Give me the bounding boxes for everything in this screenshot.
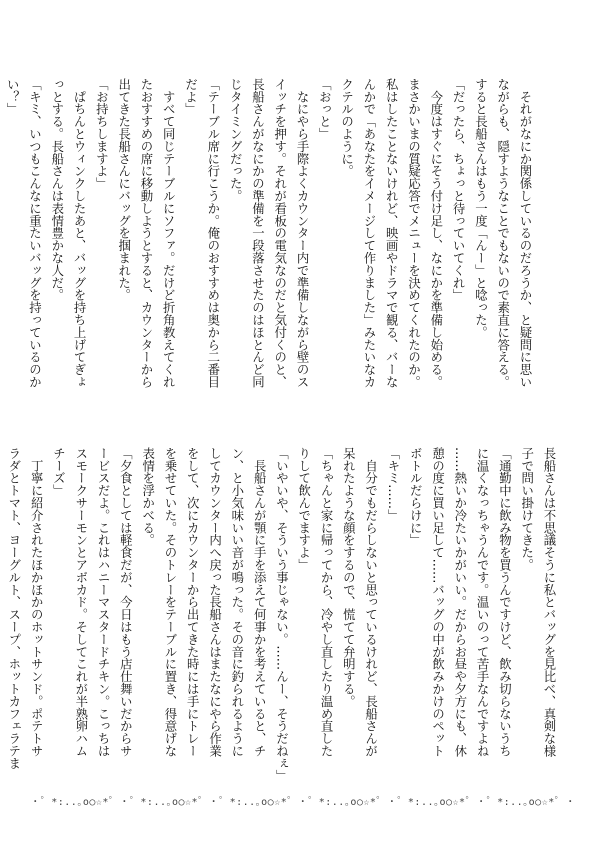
text-line: を乗せていた。そのトレーをテーブルに置き、得意げな — [162, 447, 178, 757]
text-line: スモークサーモンとアボカド。そしてこれが半熟卵ハム — [73, 447, 89, 757]
text-line: 出てきた長船さんにバッグを掴まれた。 — [116, 78, 132, 302]
text-line: んかで「あなたをイメージして作りました」みたいなカ — [361, 78, 377, 388]
text-line: 「いやいや、そういう事じゃない。……んー、そうだねぇ」 — [274, 447, 290, 782]
text-line: まさかいまの質疑応答でメニューを決めてくれたのか。 — [406, 78, 422, 388]
text-block-bottom — [6, 447, 560, 787]
text-line — [0, 78, 1, 388]
text-line: 「夕食としては軽食だが、今日はもう店仕舞いだからサ — [118, 447, 134, 757]
footer-ornament: ・゜*:..｡o○☆*゜・゜*:..｡o○☆*゜・゜*:..｡o○☆*゜・゜*:..｡o○☆*゜・゜*:..｡o○☆*゜・゜*:..｡o○☆*゜・ — [30, 797, 576, 808]
text-line: 丁寧に紹介されたほかほかのホットサンド。ポテトサ — [29, 447, 45, 757]
text-line: 呆れたような顔をするので、慌てて弁明する。 — [341, 447, 357, 708]
text-line: っとする。長船さんは表情豊かな人だ。 — [49, 78, 65, 302]
text-line: ……熱いか冷たいかがいい。だからお昼や夕方にも、休 — [452, 447, 468, 757]
text-line: クテルのように。 — [339, 78, 355, 178]
text-line: それがなにか関係しているのだろうか、と疑問に思い — [518, 78, 533, 388]
text-line: い？」 — [5, 78, 21, 116]
text-line: 憩の度に買い足して……バッグの中が飲みかけのペット — [430, 447, 446, 757]
text-line: 長船さんは不思議そうに私とバッグを見比べ、真剣な様 — [542, 447, 557, 757]
text-line: りして飲んでますよ」 — [296, 447, 312, 571]
text-line: 今度はすぐにそう付け足し、なにかを準備し始める。 — [428, 78, 444, 388]
text-line: 「通勤中に飲み物を買うんですけど、飲み切らないうち — [497, 447, 513, 757]
text-line: ながらも、隠すようなことでもないので素直に答える。 — [495, 78, 511, 388]
text-line: 「だったら、ちょっと待っていてくれ」 — [451, 78, 467, 302]
text-line: 「おっと」 — [317, 78, 333, 140]
text-line: してカウンター内へ戻った長船さんはまたなにやら作業 — [207, 447, 223, 757]
text-line: 「キミ……」 — [385, 447, 401, 522]
text-line: だよ」 — [183, 78, 199, 116]
text-line: たおすすめの席に移動しようとすると、カウンターから — [138, 78, 154, 388]
text-line: 自分でもだらしないと思っているけれど、長船さんが — [363, 447, 379, 757]
text-line: ービスだよ。これはハニーマスタードチキン。こっちは — [96, 447, 112, 757]
text-line: 子で問い掛けてきた。 — [519, 447, 535, 571]
text-line: イッチを押す。それが看板の電気なのだと気付くのと、 — [272, 78, 288, 388]
text-line: ボトルだらけに」 — [408, 447, 424, 547]
text-line: すべて同じテーブルにソファ。だけど折角教えてくれ — [161, 78, 177, 388]
text-line: じタイミングだった。 — [228, 78, 244, 202]
text-line: ン、と小気味いい音が鳴った。その音に釣られるように — [229, 447, 245, 757]
text-line: 「キミ、いつもこんなに重たいバッグを持っているのか — [27, 78, 43, 388]
text-line: ぱちんとウィンクしたあと、バッグを持ち上げてぎょ — [72, 78, 88, 388]
text-line: 長船さんが顎に手を添えて何事かを考えていると、チ — [252, 447, 268, 757]
text-line: チーズ」 — [51, 447, 67, 497]
text-line: すると長船さんはもう一度「んー」と唸った。 — [473, 78, 489, 339]
text-line: 表情を浮かべる。 — [140, 447, 156, 547]
text-line: 長船さんがなにかの準備を一段落させたのはほとんど同 — [250, 78, 266, 388]
text-line: 「ちゃんと家に帰ってから、冷やし直したり温め直した — [319, 447, 335, 757]
text-line: をして、次にカウンターから出てきた時には手にトレー — [185, 447, 201, 757]
text-line: なにやら手際よくカウンター内で準備しながら壁のス — [295, 78, 311, 388]
text-line: 「テーブル席に行こうか。俺のおすすめは奥から二番目 — [205, 78, 221, 388]
text-line: 「お持ちしますよ」 — [94, 78, 110, 190]
text-line: 私はしたことないけれど、映画やドラマで観る、バーな — [384, 78, 400, 388]
text-block-top — [5, 78, 536, 388]
text-line: ラダとトマト、ヨーグルト、スープ、ホットカフェラテま — [6, 447, 22, 770]
text-line: に温くなっちゃうんです。温いのって苦手なんですよね — [475, 447, 491, 757]
